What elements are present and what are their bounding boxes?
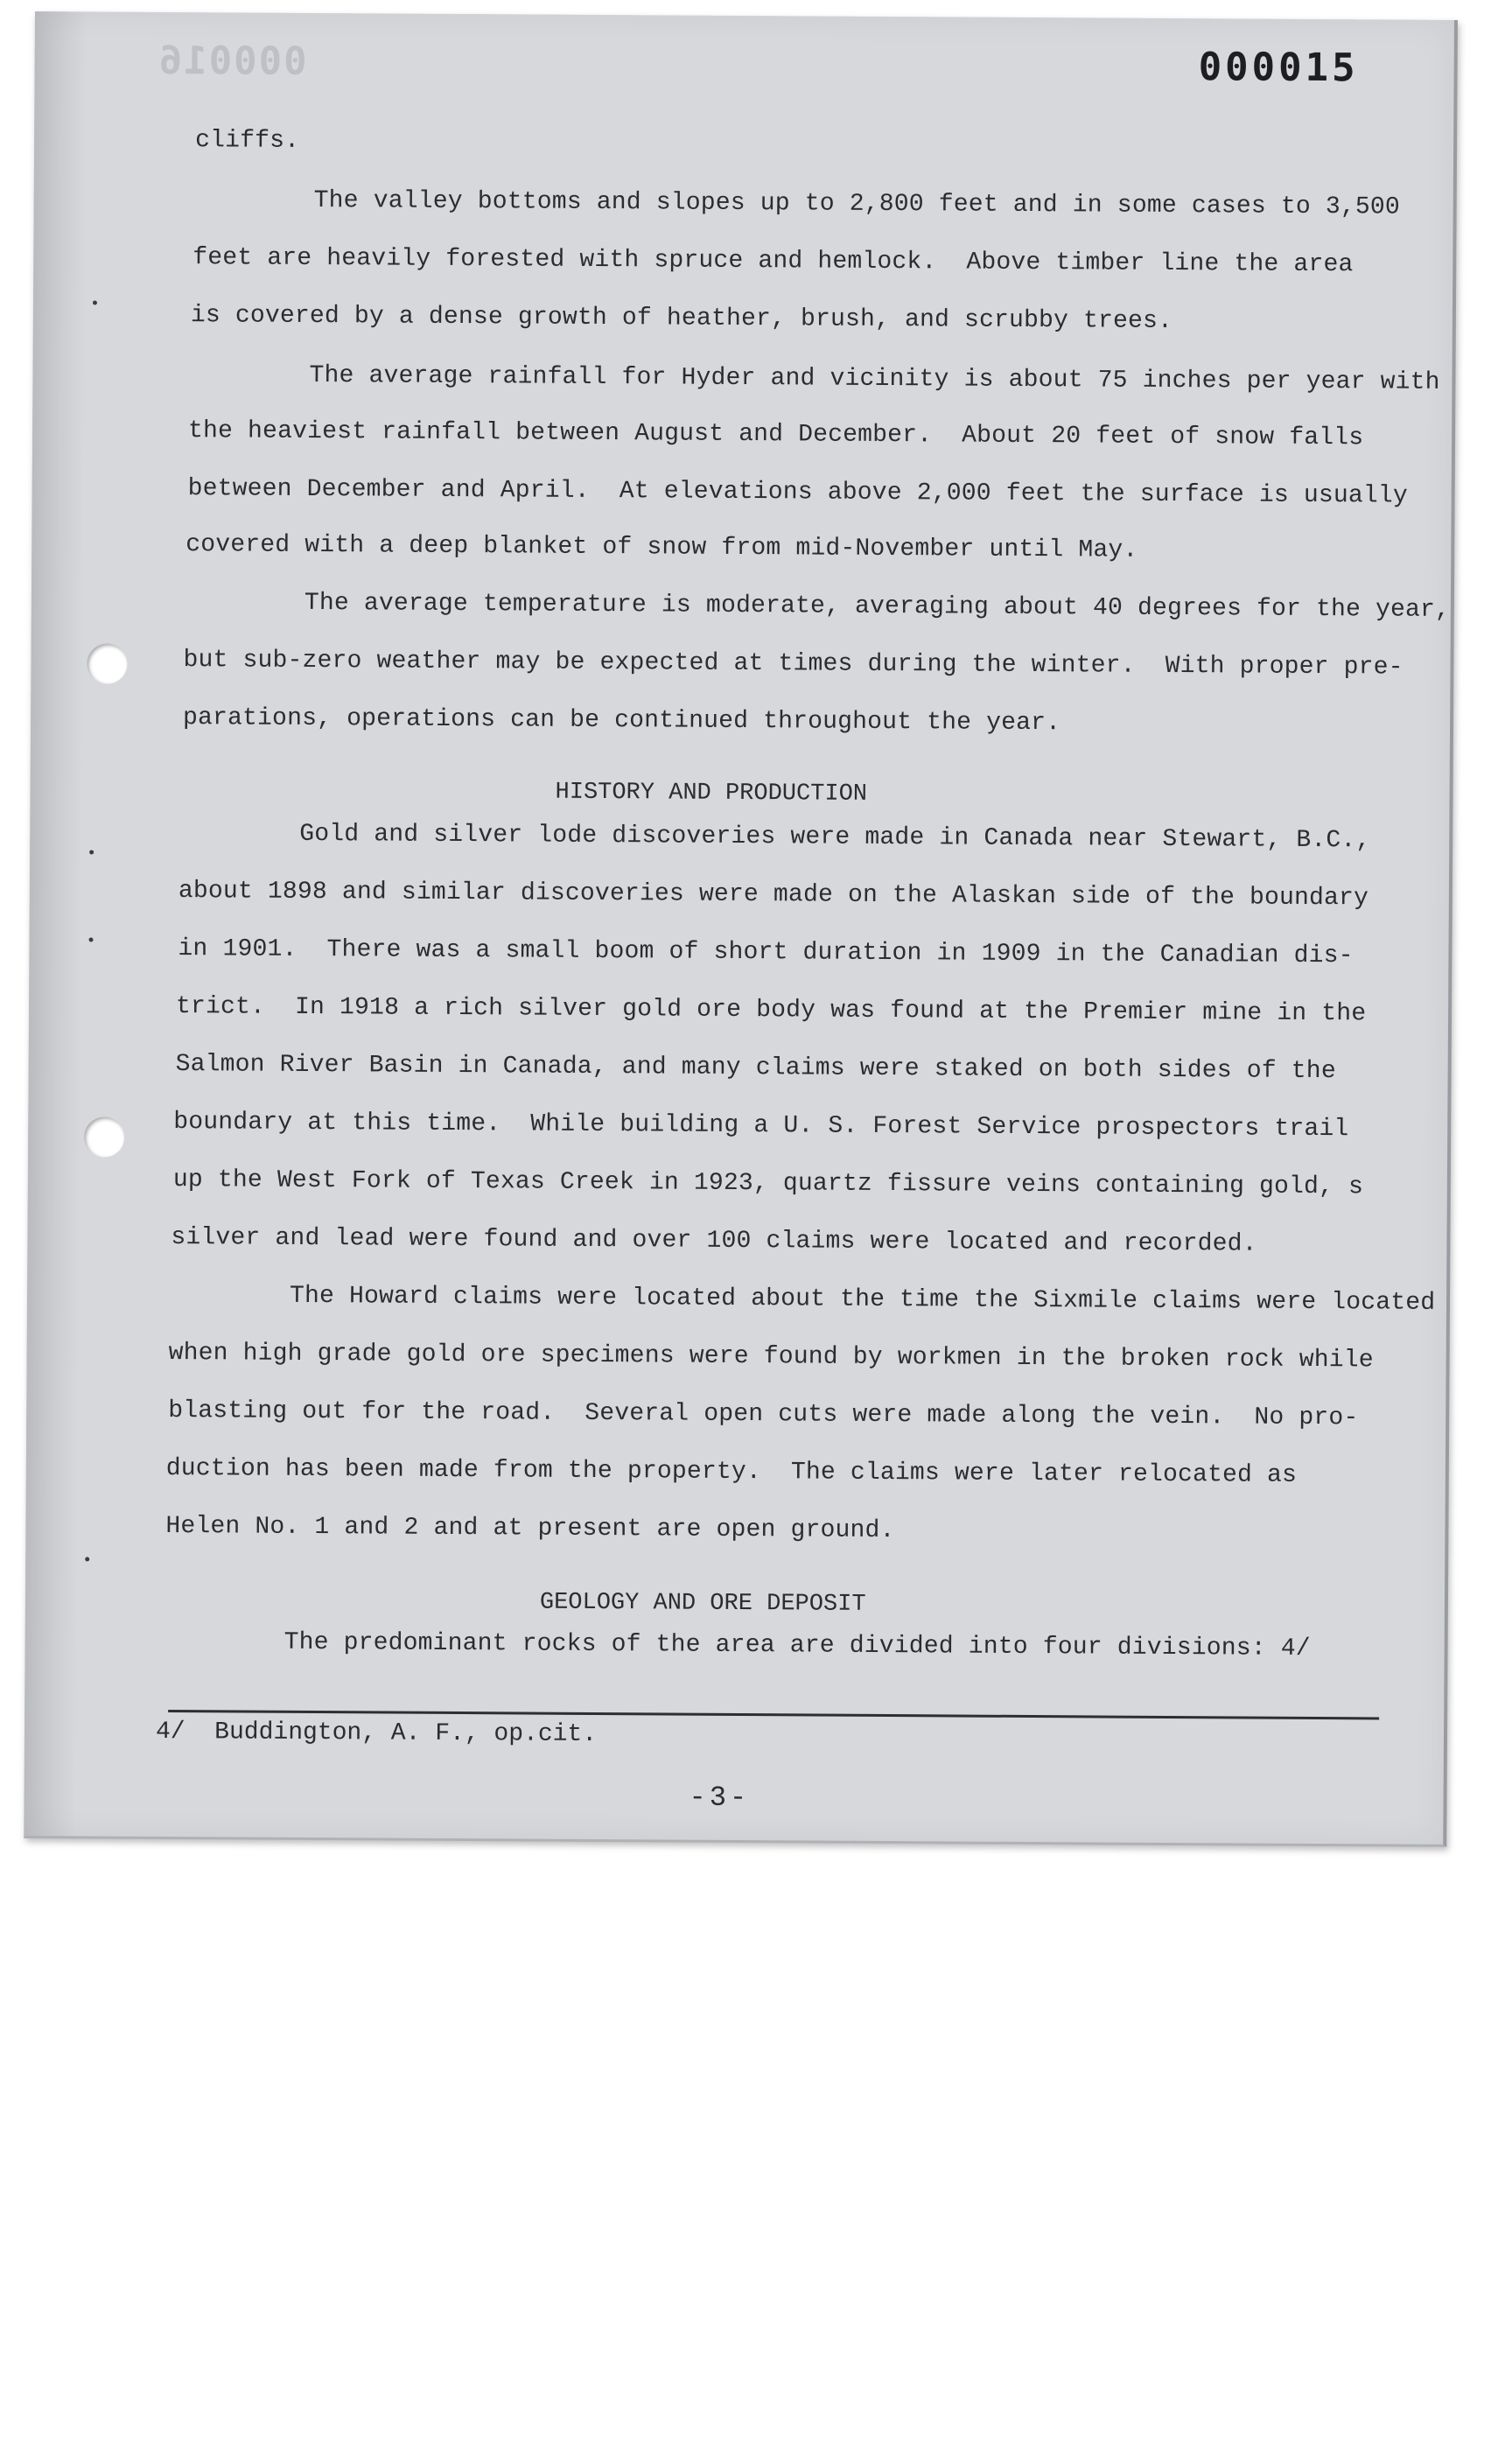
section-heading-geology: GEOLOGY AND ORE DEPOSIT xyxy=(539,1589,866,1618)
body-line: Gold and silver lode discoveries were made in Canada near Stewart, B.C., xyxy=(180,820,1371,855)
body-line: The predominant rocks of the area are divided into four divisions: 4/ xyxy=(164,1628,1311,1662)
body-line: blasting out for the road. Several open cuts were made along the vein. No pro- xyxy=(168,1396,1359,1432)
page-number: -3- xyxy=(689,1781,751,1815)
margin-mark xyxy=(89,937,94,942)
punch-hole xyxy=(84,1116,124,1157)
body-line: between December and April. At elevations above 2,000 feet the surface is usually xyxy=(187,475,1408,510)
body-line: parations, operations can be continued throughout the year. xyxy=(182,704,1061,738)
body-line: The average rainfall for Hyder and vicinity is about 75 inches per year with xyxy=(190,361,1440,396)
body-line: feet are heavily forested with spruce and hemlock. Above timber line the area xyxy=(192,244,1354,279)
body-line: cliffs. xyxy=(195,127,300,155)
footnote-rule xyxy=(168,1710,1379,1719)
body-line: silver and lead were found and over 100 claims were located and recorded. xyxy=(171,1224,1257,1258)
ghost-document-number: 000016 xyxy=(157,38,307,84)
body-line: The average temperature is moderate, averaging about 40 degrees for the year, xyxy=(185,589,1451,624)
body-line: about 1898 and similar discoveries were made on the Alaskan side of the boundary xyxy=(178,878,1369,913)
footnote: 4/ Buddington, A. F., op.cit. xyxy=(155,1718,598,1748)
body-line: when high grade gold ore specimens were found by workmen in the broken rock while xyxy=(168,1339,1374,1375)
document-number: 000015 xyxy=(1198,45,1359,91)
body-line: trict. In 1918 a rich silver gold ore body was found at the Premier mine in the xyxy=(175,993,1367,1028)
body-line: boundary at this time. While building a U. S. Forest Service prospectors trail xyxy=(173,1109,1349,1144)
body-line: covered with a deep blanket of snow from mid-November until May. xyxy=(186,531,1138,564)
body-line: but sub-zero weather may be expected at times during the winter. With proper pre- xyxy=(183,647,1404,682)
body-line: in 1901. There was a small boom of short duration in 1909 in the Canadian dis- xyxy=(178,935,1354,970)
body-line: Helen No. 1 and 2 and at present are open ground. xyxy=(165,1512,895,1545)
body-line: is covered by a dense growth of heather, brush, and scrubby trees. xyxy=(190,302,1173,335)
margin-mark xyxy=(85,1557,89,1561)
margin-mark xyxy=(93,300,97,304)
body-line: The Howard claims were located about the time the Sixmile claims were located xyxy=(170,1282,1436,1317)
body-line: The valley bottoms and slopes up to 2,800 feet and in some cases to 3,500 xyxy=(194,186,1401,221)
section-heading-history: HISTORY AND PRODUCTION xyxy=(555,779,868,808)
margin-mark xyxy=(89,850,94,854)
body-line: up the West Fork of Texas Creek in 1923, quartz fissure veins containing gold, s xyxy=(172,1166,1364,1201)
punch-hole xyxy=(87,643,127,683)
body-line: duction has been made from the property. The claims were later relocated as xyxy=(165,1454,1298,1489)
document-page xyxy=(24,11,1458,1847)
body-line: Salmon River Basin in Canada, and many claims were staked on both sides of the xyxy=(175,1051,1336,1086)
body-line: the heaviest rainfall between August and December. About 20 feet of snow falls xyxy=(187,417,1364,452)
